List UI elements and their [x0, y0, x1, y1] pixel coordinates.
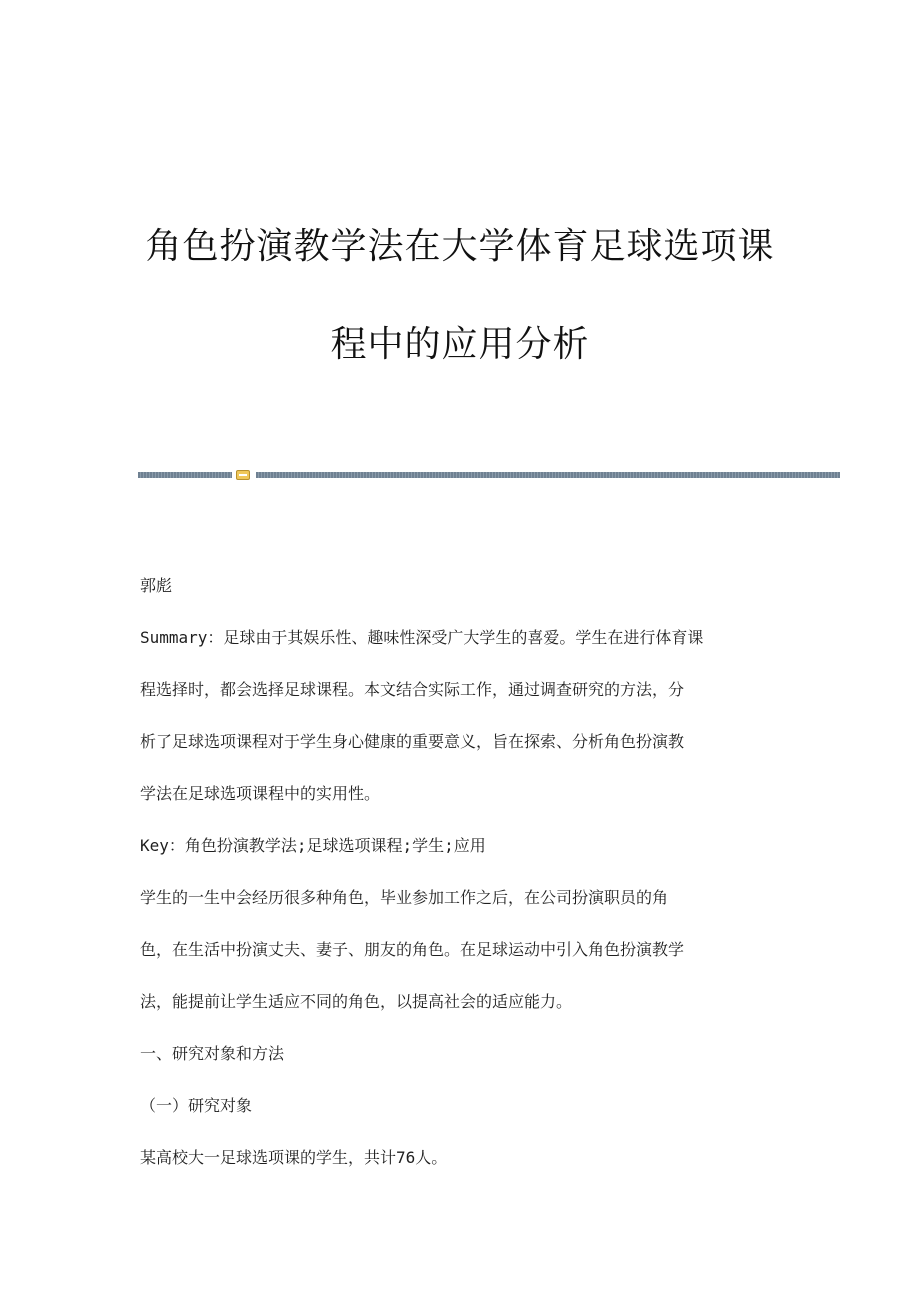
intro-line: 学生的一生中会经历很多种角色，毕业参加工作之后，在公司扮演职员的角: [140, 888, 669, 907]
author-name: 郭彪: [140, 576, 173, 595]
summary-line: 析了足球选项课程对于学生身心健康的重要意义，旨在探索、分析角色扮演教: [140, 732, 685, 751]
intro-line: 法，能提前让学生适应不同的角色，以提高社会的适应能力。: [140, 992, 573, 1011]
summary-line: Summary：足球由于其娱乐性、趣味性深受广大学生的喜爱。学生在进行体育课: [140, 628, 704, 647]
intro-line: 色，在生活中扮演丈夫、妻子、朋友的角色。在足球运动中引入角色扮演教学: [140, 940, 685, 959]
keywords-line: Key：角色扮演教学法;足球选项课程;学生;应用: [140, 836, 486, 855]
divider-bar-left: [138, 472, 232, 478]
subsection-heading: （一）研究对象: [140, 1096, 253, 1115]
summary-line: 学法在足球选项课程中的实用性。: [140, 784, 381, 803]
title-line-1: 角色扮演教学法在大学体育足球选项课: [145, 226, 775, 267]
section-heading: 一、研究对象和方法: [140, 1044, 285, 1063]
document-body: [140, 560, 780, 1184]
title-divider: [138, 470, 840, 480]
divider-bar-right: [256, 472, 840, 478]
summary-line: 程选择时，都会选择足球课程。本文结合实际工作，通过调查研究的方法，分: [140, 680, 685, 699]
subsection-text: 某高校大一足球选项课的学生，共计76人。: [140, 1148, 448, 1167]
title-line-2: 程中的应用分析: [330, 324, 590, 365]
envelope-icon: [236, 470, 250, 480]
